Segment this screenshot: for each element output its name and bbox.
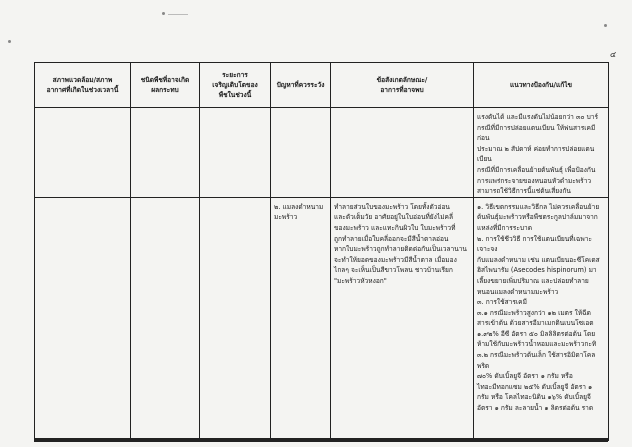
table-cell <box>331 108 474 198</box>
table-row <box>35 108 609 198</box>
table-row <box>35 197 609 440</box>
scan-speck <box>604 24 607 27</box>
table-cell <box>200 108 271 198</box>
header-problem: ปัญหาที่ควรระวัง <box>271 63 331 108</box>
problem-cell: ๒. แมลงดำหนาม มะพร้าว <box>271 197 331 440</box>
header-affected-crop: ชนิดพืชที่อาจเกิด ผลกระทบ <box>131 63 200 108</box>
table-cell <box>131 108 200 198</box>
table-cell <box>35 197 131 440</box>
table-cell <box>35 108 131 198</box>
prevention-cell: ๑. วิธีเขตกรรมและวิธีกล ไม่ควรเคลื่อนย้าย ต้นพันธุ์มะพร้าวหรือพืชตระกูลปาล์มมาจาก แหล่งที่มีการระบาด ๒. การใช้ชีววิธี การใช้แตนเบียนที่เฉพาะเจาะจง กับแมลงดำหนาม เช่น แตนเบียนอะซีโคเดส ฮิสไพนารัม (Asecodes hispinorum) มา เลี้ยงขยายเพิ่มปริมาณ และปล่อยทำลาย หนอนแมลงดำหนามมะพร้าว ๓. การใช้สารเคมี ๓.๑ กรณีมะพร้าวสูงกว่า ๑๒ เมตร ให้ฉีด สารเข้าต้น ด้วยสารอีมาเมกตินเบนโซเอต ๑.๙๒% อีซี อัตรา ๕๐ มิลลิลิตรต่อต้น โดย ห้ามใช้กับมะพร้าวน้ำหอมและมะพร้าวกะทิ ๓.๒ กรณีมะพร้าวต้นเล็ก ใช้สารอิมิดาโคลพริด ๗๐% ดับเบิ้ลยูจี อัตรา ๑ กรัม หรือ ไทอะมีทอกแซม ๒๕% ดับเบิ้ลยูจี อัตรา ๑ กรัม หรือ โคลไทอะนิดิน ๑๖% ดับเบิ้ลยูจี อัตรา ๑ กรัม ละลายน้ำ ๑ ลิตรต่อต้น ราด <box>474 197 609 440</box>
page-number: ๔ <box>610 50 617 59</box>
prevention-cell: แรงดันได้ และมีแรงดันไม่น้อยกว่า ๓๐ บาร์ กรณีที่มีการปล่อยแตนเบียน ให้พ่นสารเคมีก่อน ประมาณ ๒ สัปดาห์ ค่อยทำการปล่อยแตนเบียน กรณีที่มีการเคลื่อนย้ายต้นพันธุ์ เพื่อป้องกัน การแพร่กระจายของหนอนหัวดำมะพร้าว สามารถใช้วิธีการนี้แช่ต้นเสี่ยงกัน <box>474 108 609 198</box>
scan-speck <box>8 40 11 43</box>
table-header-row <box>35 63 609 108</box>
bottom-border <box>34 438 608 442</box>
table-cell <box>131 197 200 440</box>
table-cell <box>271 108 331 198</box>
header-growth-stage: ระยะการ เจริญเติบโตของ พืชในช่วงนี้ <box>200 63 271 108</box>
header-prevention: แนวทางป้องกัน/แก้ไข <box>474 63 609 108</box>
table-cell <box>200 197 271 440</box>
guideline-table <box>34 62 609 441</box>
scan-dash <box>168 14 188 15</box>
header-environment: สภาพแวดล้อม/สภาพ อากาศที่เกิดในช่วงเวลานี้ <box>35 63 131 108</box>
header-symptoms: ข้อสังเกตลักษณะ/ อาการที่อาจพบ <box>331 63 474 108</box>
symptoms-cell: ทำลายส่วนใบของมะพร้าว โดยทั้งตัวอ่อน และตัวเต็มวัย อาศัยอยู่ในใบอ่อนที่ยังไม่คลี่ ของมะพร้าว และแทะกินผิวใบ ใบมะพร้าวที่ ถูกทำลายเมื่อใบคลี่ออกจะมีสีน้ำตาลอ่อน หากใบมะพร้าวถูกทำลายติดต่อกันเป็นเวลานาน จะทำให้ยอดของมะพร้าวมีสีน้ำตาล เมื่อมอง ไกลๆ จะเห็นเป็นสีขาวโพลน ชาวบ้านเรียก "มะพร้าวหัวหงอก" <box>331 197 474 440</box>
scan-speck <box>162 12 165 15</box>
